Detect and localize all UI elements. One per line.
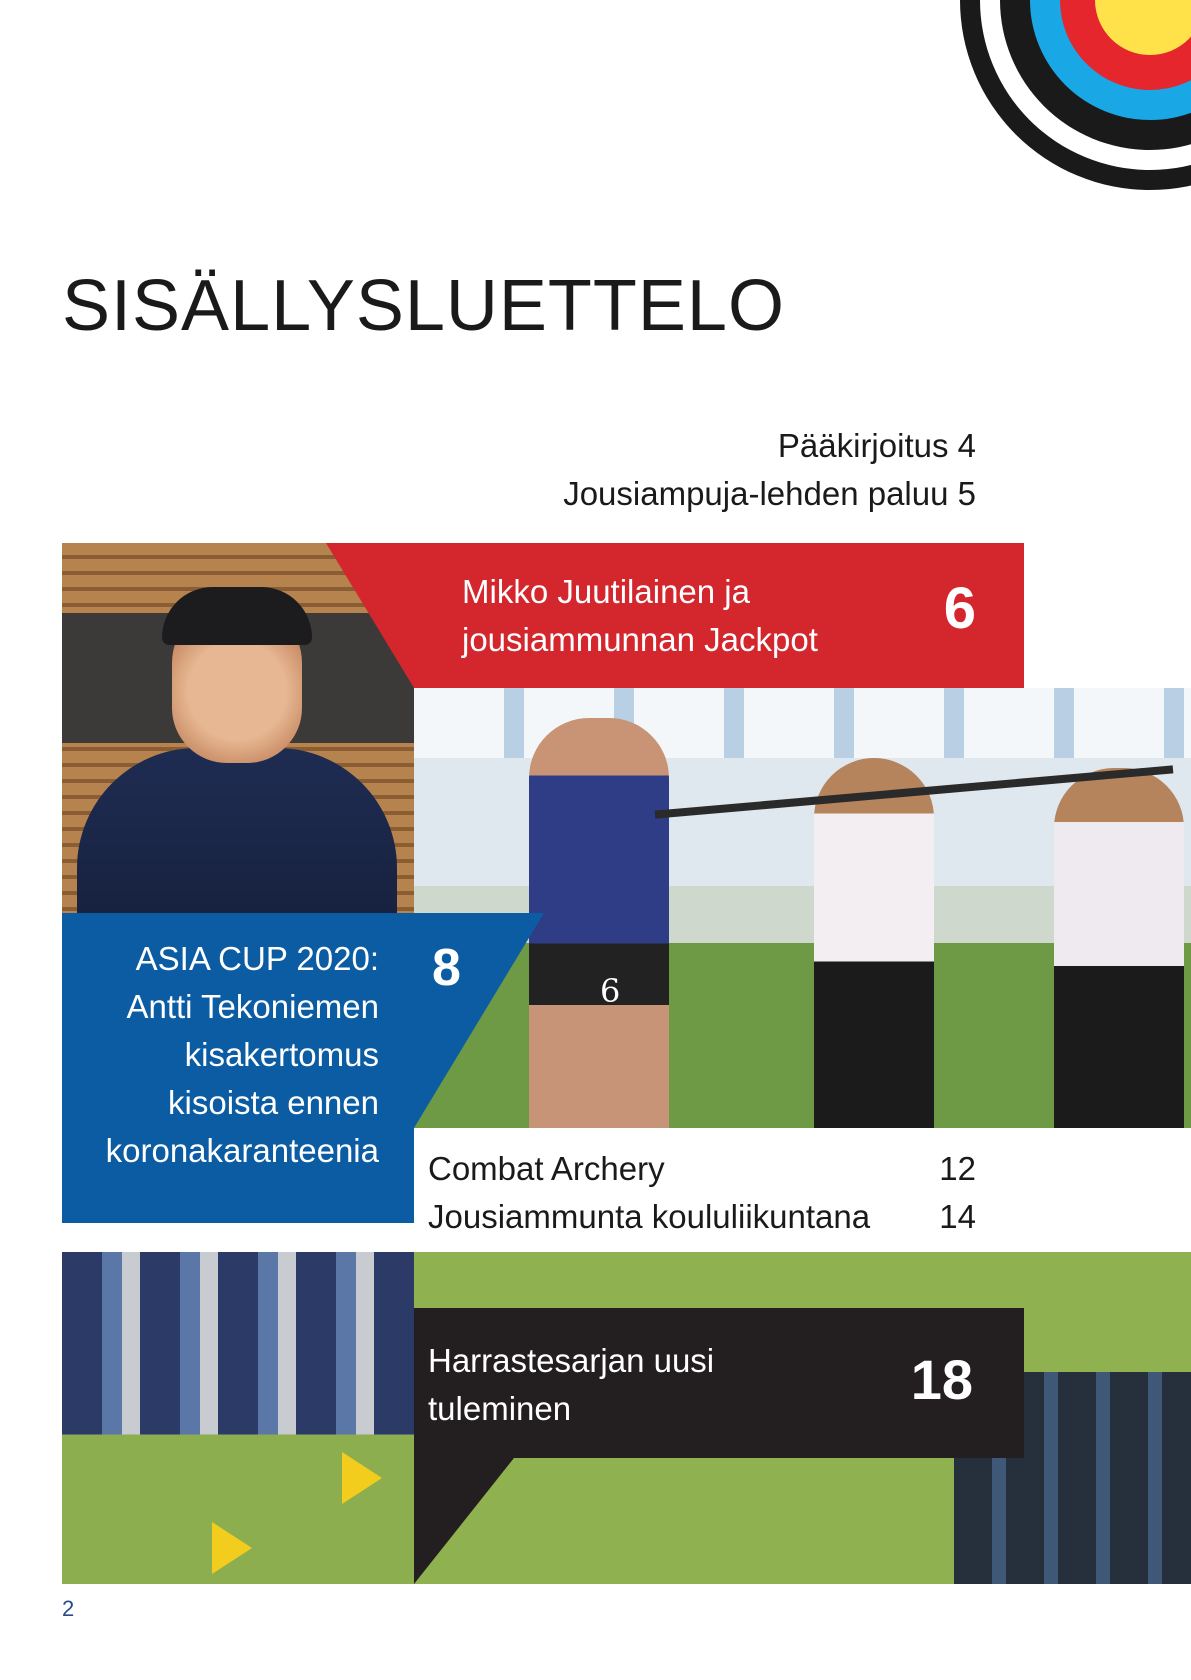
feature-blue-line: koronakaranteenia xyxy=(105,1132,379,1169)
targets-photo-left xyxy=(62,1252,414,1584)
feature-blue-title[interactable] xyxy=(106,935,379,1175)
feature-black-line: tuleminen xyxy=(428,1390,572,1427)
portrait-cap xyxy=(162,587,312,645)
feature-blue-line: Antti Tekoniemen xyxy=(126,988,379,1025)
toc-entry-combat-archery[interactable] xyxy=(428,1145,976,1193)
black-box-notch xyxy=(414,1458,514,1584)
toc-entry-title: Combat Archery xyxy=(428,1150,665,1187)
page-number: 2 xyxy=(62,1596,75,1621)
portrait-body xyxy=(77,748,397,913)
archery-target-graphic xyxy=(940,0,1191,190)
feature-red-line: Mikko Juutilainen ja xyxy=(462,573,750,610)
archer-figure xyxy=(1054,768,1184,1128)
toc-entry-koululiikunta[interactable] xyxy=(428,1193,976,1241)
feature-blue-line: ASIA CUP 2020: xyxy=(135,940,379,977)
feature-black-page-number: 18 xyxy=(910,1348,973,1411)
feature-red-title[interactable] xyxy=(462,568,818,664)
feature-blue-page-number: 8 xyxy=(432,939,461,997)
tent-canopy xyxy=(414,688,1191,758)
feature-red-line: jousiammunnan Jackpot xyxy=(462,621,818,658)
page-title: SISÄLLYSLUETTELO xyxy=(62,266,785,346)
toc-entry-page: 14 xyxy=(939,1198,976,1235)
red-banner-notch xyxy=(326,543,414,688)
archer-figure xyxy=(814,758,934,1128)
toc-entry-paakirjoitus[interactable]: Pääkirjoitus 4 xyxy=(777,427,976,464)
toc-entry-page: 12 xyxy=(939,1150,976,1187)
intro-entries xyxy=(563,422,976,518)
feature-blue-line: kisakertomus xyxy=(184,1036,379,1073)
feature-black-title[interactable] xyxy=(428,1337,714,1433)
archer-figure xyxy=(529,718,669,1128)
toc-entry-title: Jousiammunta koululiikuntana xyxy=(428,1198,871,1235)
feature-black-line: Harrastesarjan uusi xyxy=(428,1342,715,1379)
photo-caption-number: 6 xyxy=(600,972,621,1010)
feature-blue-line: kisoista ennen xyxy=(168,1084,379,1121)
feature-red-page-number: 6 xyxy=(943,576,976,641)
yellow-flag xyxy=(212,1522,252,1574)
toc-entry-lehden-paluu[interactable]: Jousiampuja-lehden paluu 5 xyxy=(563,475,976,512)
yellow-flag xyxy=(342,1452,382,1504)
